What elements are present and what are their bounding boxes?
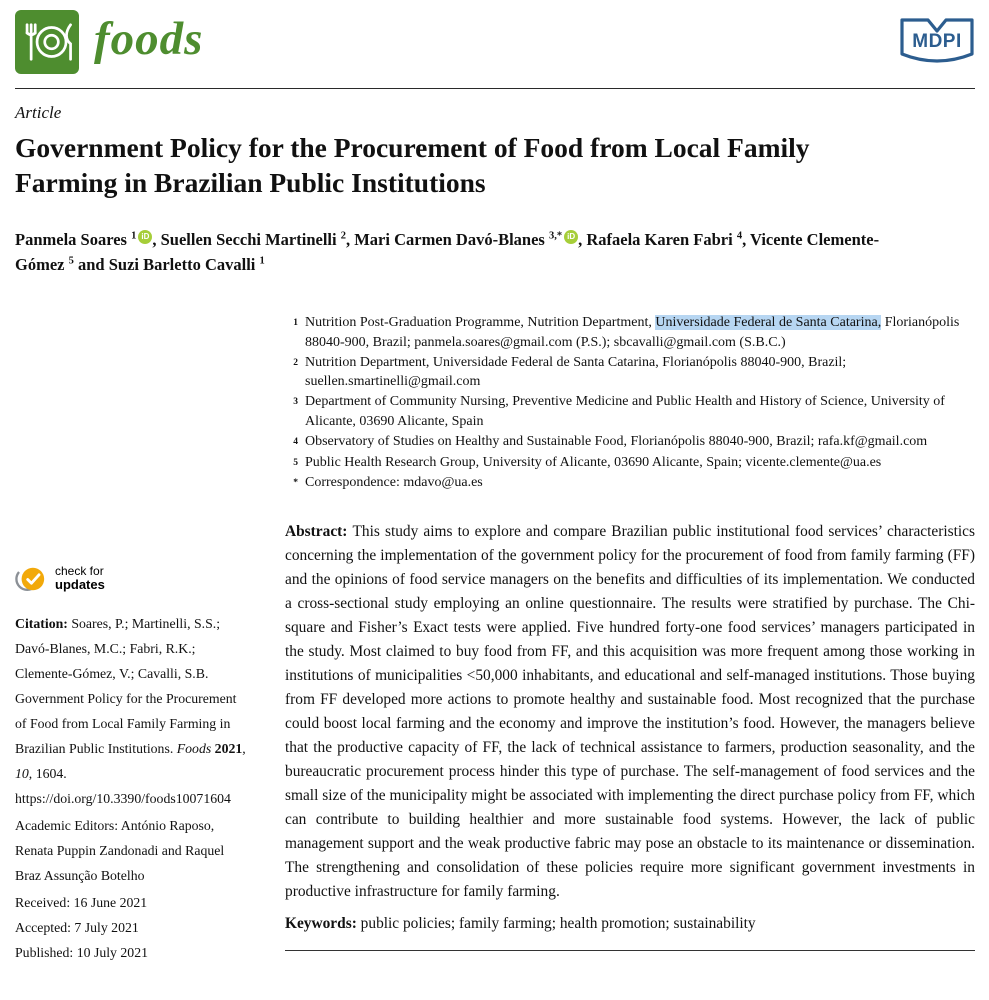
affiliation-text: Nutrition Post-Graduation Programme, Nutrition Department, Universidade Federal de Santa Catarina, Florianópolis 88040-900, Brazil; panmela.soares@gmail.com (P.S.); sbcavalli@gmail.com (S.B.C.): [305, 315, 960, 350]
crossmark-badge[interactable]: [15, 563, 105, 595]
author-list: Panmela Soares $^1$ iD , Suellen Secchi Martinelli $^2$, Mari Carmen Davó-Blanes $^{3,*}$ iD , Rafaela Karen Fabri $^4$, Vicente Clemente-Gómez $^5$ and Suzi Barletto Cavalli $^1$: [15, 230, 880, 274]
affiliation: [285, 432, 975, 453]
journal-name: foods: [94, 13, 204, 65]
paper-title: Government Policy for the Procurement of Food from Local Family Farming in Brazilian Public Institutions: [15, 132, 810, 199]
affiliation: [285, 353, 975, 393]
affiliation-marker: 4: [293, 436, 298, 447]
affiliation-text: Nutrition Department, Universidade Federal de Santa Catarina, Florianópolis 88040-900, Brazil; suellen.smartinelli@gmail.com: [305, 354, 847, 390]
abstract: Abstract: This study aims to explore and compare Brazilian public institutional food services’ characteristics concerning the implementation of the government policy for the procurement of food from family farming (FF) and the opinions of food service managers on the benefits and difficulties of its implementation. We conducted a cross-sectional study employing an online questionnaire. The results were stratified by purchase. The Chi-square and Fisher’s Exact tests were applied. Five hundred forty-one food services’ managers participated in the study. Most claimed to buy food from FF, and this acquisition was more frequent among those working in institutions of municipalities <50,000 inhabitants, and educational and self-managed institutions. Those buying from FF developed more actions to promote healthy and sustainable food. Most recognized that the purchase could boost local farming and the economy and improve the institution’s food. However, the managers believe that the productive capacity of FF, the lack of technical assistance to farmers, production seasonality, and the bureaucratic procurement process hinder this type of purchase. The self-management of food services and the small size of the municipality might be associated with implementing the direct purchase policy from FF, which can contribute to building healthier and more sustainable food systems. However, the lack of public management support and the weak productive fabric may pose an obstacle to its maintenance or dissemination. The strengthening and consolidation of these policies require more significant government investments in productive infrastructure for family farming.: [285, 523, 975, 901]
academic-editors: Academic Editors: António Raposo, Renata Puppin Zandonadi and Raquel Braz Assunção Botelho: [15, 818, 225, 883]
article-type-label: Article: [15, 103, 62, 122]
citation: Citation: Soares, P.; Martinelli, S.S.; Davó-Blanes, M.C.; Fabri, R.K.; Clemente-Gómez, V.; Cavalli, S.B. Government Policy for the Procurement of Food from Local Family Farming in Brazilian Public Institutions. Foods 2021, 10, 1604. https://doi.org/10.3390/foods10071604: [15, 616, 246, 806]
accepted-date: Accepted: 7 July 2021: [15, 920, 139, 935]
affiliation: [285, 453, 975, 474]
orcid-icon[interactable]: iD: [138, 230, 152, 244]
history-dates: [15, 890, 251, 965]
fork-plate-knife-icon: [18, 13, 76, 71]
affiliation-marker: *: [293, 478, 298, 489]
header-rule: [15, 88, 975, 89]
author-name: Mari Carmen Davó-Blanes $^{3,*}$: [354, 230, 563, 249]
crossmark-line2: updates: [55, 577, 105, 593]
affiliation: [285, 392, 975, 432]
affiliation-text: Correspondence: mdavo@ua.es: [305, 475, 483, 491]
affiliation-marker: 3: [293, 397, 298, 408]
doi-link[interactable]: https://doi.org/10.3390/foods10071604: [15, 791, 231, 806]
author-name: Panmela Soares $^1$: [15, 230, 137, 249]
affiliation: [285, 473, 975, 494]
affiliation-text: Observatory of Studies on Healthy and Sustainable Food, Florianópolis 88040-900, Brazil; rafa.kf@gmail.com: [305, 433, 928, 449]
crossmark-line1: check for: [55, 563, 104, 578]
journal-logo: [15, 10, 79, 74]
author-name: Suzi Barletto Cavalli $^1$: [108, 254, 265, 274]
affiliation-text: Public Health Research Group, University of Alicante, 03690 Alicante, Spain; vicente.clemente@ua.es: [305, 454, 882, 470]
affiliation-marker: 5: [293, 457, 298, 468]
crossmark-icon: [15, 563, 47, 595]
affiliation-marker: 1: [293, 318, 298, 328]
author-name: Vicente Clemente-Gómez $^5$: [15, 230, 880, 274]
mdpi-wordmark: MDPI: [912, 31, 962, 52]
sidebar: [15, 563, 251, 965]
keywords: Keywords: public policies; family farming; health promotion; sustainability: [285, 915, 756, 933]
author-name: Rafaela Karen Fabri $^4$: [586, 230, 743, 249]
affiliation: [285, 313, 975, 353]
orcid-icon[interactable]: iD: [564, 230, 578, 244]
affiliation-list: [285, 313, 975, 494]
section-divider: [285, 950, 975, 951]
author-name: Suellen Secchi Martinelli $^2$: [160, 230, 346, 249]
published-date: Published: 10 July 2021: [15, 945, 148, 960]
affiliation-marker: 2: [293, 357, 298, 368]
main-column: [285, 313, 975, 951]
received-date: Received: 16 June 2021: [15, 895, 148, 910]
mdpi-logo: [897, 14, 977, 76]
affiliation-text: Department of Community Nursing, Preventive Medicine and Public Health and History of Science, University of Alicante, 03690 Alicante, Spain: [305, 394, 945, 429]
selection-highlight: Universidade Federal de Santa Catarina,: [655, 315, 882, 330]
crossmark-label: [55, 565, 105, 594]
